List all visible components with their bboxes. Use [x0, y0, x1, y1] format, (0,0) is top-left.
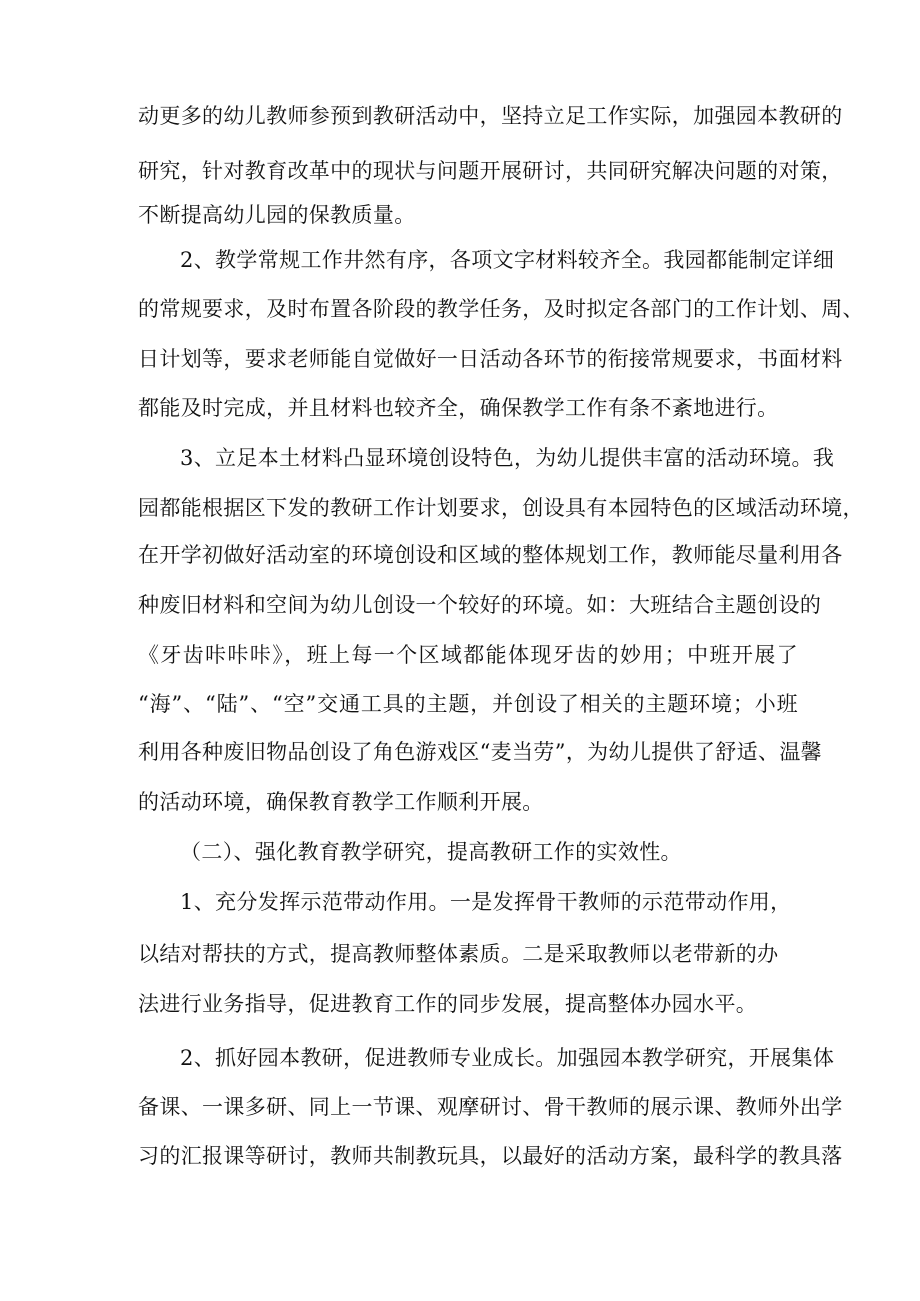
text-line: 园都能根据区下发的教研工作计划要求，创设具有本园特色的区域活动环境， — [138, 496, 864, 520]
text-line: 备课、一课多研、同上一节课、观摩研讨、骨干教师的展示课、教师外出学 — [138, 1095, 843, 1119]
text-line: 种废旧材料和空间为幼儿创设一个较好的环境。如：大班结合主题创设的 — [138, 593, 822, 617]
text-line: 1、充分发挥示范带动作用。一是发挥骨干教师的示范带动作用， — [180, 890, 792, 914]
text-line: 以结对帮扶的方式，提高教师整体素质。二是采取教师以老带新的办 — [138, 942, 779, 966]
text-line: 都能及时完成，并且材料也较齐全，确保教学工作有条不紊地进行。 — [138, 396, 779, 420]
text-line: 在开学初做好活动室的环境创设和区域的整体规划工作，教师能尽量利用各 — [138, 543, 843, 567]
text-line: “海”、“陆”、“空”交通工具的主题，并创设了相关的主题环境；小班 — [138, 692, 798, 716]
text-line: 法进行业务指导，促进教育工作的同步发展，提高整体办园水平。 — [138, 992, 758, 1016]
text-line: 利用各种废旧物品创设了角色游戏区“麦当劳”，为幼儿提供了舒适、温馨 — [138, 740, 823, 764]
text-line: 的活动环境，确保教育教学工作顺利开展。 — [138, 790, 544, 814]
text-line: 3、立足本土材料凸显环境创设特色，为幼儿提供丰富的活动环境。我 — [180, 446, 835, 470]
text-line: 习的汇报课等研讨，教师共制教玩具，以最好的活动方案，最科学的教具落 — [138, 1144, 843, 1168]
text-line: 《牙齿咔咔咔》，班上每一个区域都能体现牙齿的妙用；中班开展了 — [138, 643, 798, 667]
text-line: 不断提高幼儿园的保教质量。 — [138, 203, 416, 227]
text-line: 研究，针对教育改革中的现状与问题开展研讨，共同研究解决问题的对策， — [138, 159, 843, 183]
text-line: 动更多的幼儿教师参预到教研活动中，坚持立足工作实际，加强园本教研的 — [138, 104, 843, 128]
text-line: 的常规要求，及时布置各阶段的教学任务，及时拟定各部门的工作计划、周、 — [138, 297, 864, 321]
section-heading: （二）、强化教育教学研究，提高教研工作的实效性。 — [180, 840, 682, 864]
text-line: 2、抓好园本教研，促进教师专业成长。加强园本教学研究，开展集体 — [180, 1046, 835, 1070]
text-line: 日计划等，要求老师能自觉做好一日活动各环节的衔接常规要求，书面材料 — [138, 347, 843, 371]
text-line: 2、教学常规工作井然有序，各项文字材料较齐全。我园都能制定详细 — [180, 248, 835, 272]
